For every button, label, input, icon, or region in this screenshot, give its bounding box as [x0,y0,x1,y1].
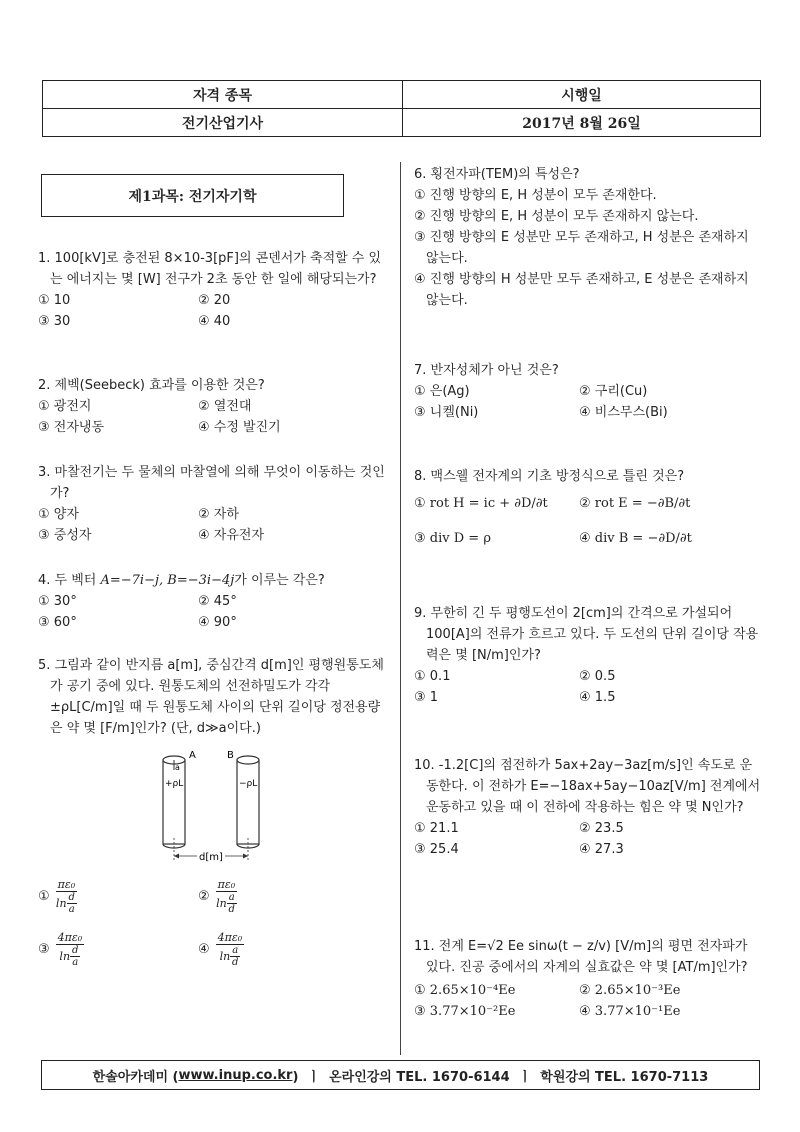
question-3 [38,462,386,546]
option-2[interactable]: ② 구리(Cu) [579,384,648,399]
option-3[interactable]: ③ 진행 방향의 E 성분만 모두 존재하고, H 성분은 존재하지 않는다. [414,230,749,266]
label-b-cyl: B [227,750,234,761]
option-3[interactable]: ③ 25.4 [414,842,459,857]
header-label-date: 시행일 [403,81,761,109]
question-5 [38,655,386,739]
numerator: πε₀ [57,878,76,891]
question-stem: 2. 제벡(Seebeck) 효과를 이용한 것은? [38,378,265,393]
options [414,381,764,423]
inner-den: d [228,904,235,915]
option-4[interactable]: ④ 비스무스(Bi) [579,405,668,420]
option-2[interactable] [198,878,358,915]
option-3[interactable] [38,931,198,968]
denominator [216,892,237,915]
options [38,396,386,438]
options [414,493,764,549]
option-1[interactable]: ① 2.65×10⁻⁴Ee [414,983,516,998]
ln-text: ln [219,950,231,963]
options [38,504,386,546]
inner-num: d [68,892,75,903]
option-2[interactable]: ② 0.5 [579,669,616,684]
label-positive-charge: +ρL [165,779,184,789]
option-2[interactable]: ② 열전대 [198,399,252,414]
question-stem: 9. 무한히 긴 두 평행도선이 2[cm]의 간격으로 가설되어 100[A]의 전류가 흐르고 있다. 두 도선의 단위 길이당 작용력은 몇 [N/m]인가? [414,606,759,663]
option-1[interactable] [38,878,198,915]
numerator: πε₀ [217,878,236,891]
label-negative-charge: −ρL [239,779,258,789]
options [414,666,764,708]
subject-title: 제1과목: 전기자기학 [41,174,344,217]
ln-text: ln [216,897,227,910]
option-2[interactable]: ② 20 [198,293,231,308]
option-2[interactable]: ② 자하 [198,507,239,522]
options [38,591,386,633]
footer-academy: 한솔아카데미 ( [92,1069,179,1085]
fraction [216,931,245,968]
option-4[interactable]: ④ 자유전자 [198,528,265,543]
option-3[interactable]: ③ 3.77×10⁻²Ee [414,1004,516,1019]
option-1[interactable]: ① 21.1 [414,821,459,836]
option-4[interactable]: ④ 수정 발진기 [198,420,281,435]
question-6 [414,164,764,311]
option-3[interactable]: ③ 중성자 [38,528,92,543]
option-1[interactable]: ① 은(Ag) [414,384,470,399]
option-1[interactable]: ① 10 [38,293,71,308]
question-stem [38,570,386,591]
options [414,980,764,1022]
question-2 [38,375,386,438]
question-stem: 3. 마찰전기는 두 물체의 마찰열에 의해 무엇이 이동하는 것인가? [38,465,385,501]
fraction [56,878,78,915]
option-1[interactable]: ① 30° [38,594,77,609]
option-1[interactable]: ① rot H = ic + ∂D/∂t [414,496,548,511]
header-label-category: 자격 종목 [43,81,403,109]
option-3[interactable]: ③ 니켈(Ni) [414,405,479,420]
option-2[interactable]: ② rot E = −∂B/∂t [579,496,691,511]
inner-den: a [72,957,79,968]
question-stem: 1. 100[kV]로 충전된 8×10-3[pF]의 콘덴서가 축적할 수 있는 에너지는 몇 [W] 전구가 2초 동안 한 일에 해당되는가? [38,251,382,287]
header-value-date: 2017년 8월 26일 [403,109,761,137]
option-1[interactable]: ① 광전지 [38,399,92,414]
option-4[interactable]: ④ div B = −∂D/∂t [579,531,692,546]
option-mark: ④ [198,942,210,957]
options [38,290,386,332]
denominator [59,945,80,968]
vector-a: A=−7i−j, [100,573,164,588]
option-3[interactable]: ③ div D = ρ [414,531,491,546]
option-2[interactable]: ② 23.5 [579,821,624,836]
footer-contact: ) ㅣ 온라인강의 TEL. 1670-6144 ㅣ 학원강의 TEL. 1670-7113 [292,1069,709,1085]
label-radius: a [175,763,180,772]
footer-website-link[interactable]: www.inup.co.kr [178,1067,293,1083]
question-9 [414,603,764,708]
question-4 [38,570,386,633]
option-3[interactable]: ③ 60° [38,615,77,630]
question-10 [414,755,764,860]
option-1[interactable]: ① 양자 [38,507,79,522]
numerator: 4πε₀ [217,931,243,944]
inner-num: a [228,892,235,903]
option-4[interactable]: ④ 진행 방향의 H 성분만 모두 존재하고, E 성분은 존재하지 않는다. [414,272,749,308]
column-divider [400,162,401,1055]
question-1 [38,248,386,332]
question-stem: 8. 맥스웰 전자계의 기초 방정식으로 틀린 것은? [414,469,685,484]
numerator: 4πε₀ [57,931,83,944]
option-2[interactable]: ② 2.65×10⁻³Ee [579,983,681,998]
option-1[interactable]: ① 0.1 [414,669,451,684]
inner-num: a [232,945,239,956]
stem-text: 가 이루는 각은? [234,573,325,588]
question-stem: 11. 전계 E=√2 Ee sinω(t − z/v) [V/m]의 평면 전자파가 있다. 진공 중에서의 자계의 실효값은 약 몇 [AT/m]인가? [414,939,748,975]
fraction [216,878,238,915]
header-table [42,80,761,137]
stem-text: 4. 두 벡터 [38,573,101,588]
denominator [220,945,241,968]
question-stem: 7. 반자성체가 아닌 것은? [414,363,559,378]
option-4[interactable]: ④ 1.5 [579,690,616,705]
option-4[interactable]: ④ 40 [198,314,231,329]
footer-bar [41,1060,760,1090]
option-1[interactable]: ① 진행 방향의 E, H 성분이 모두 존재한다. [414,188,657,203]
question-stem: 5. 그림과 같이 반지름 a[m], 중심간격 d[m]인 평행원통도체가 공기 중에 있다. 원통도체의 선전하밀도가 각각 ±ρL[C/m]일 때 두 원통도체 사이의 단위 길이당 정전용량은 약 몇 [F/m]인가? (단, d≫a이다.) [38,658,384,736]
label-distance: d[m] [199,852,223,863]
label-a-cyl: A [189,750,196,761]
ln-text: ln [55,897,67,910]
option-3[interactable]: ③ 30 [38,314,71,329]
ln-text: ln [59,950,71,963]
denominator [56,892,77,915]
option-2[interactable]: ② 45° [198,594,237,609]
option-4[interactable]: ④ 27.3 [579,842,624,857]
option-4[interactable] [198,931,358,968]
vector-b: B=−3i−4j [167,573,235,588]
question-7 [414,360,764,423]
option-3[interactable]: ③ 1 [414,690,439,705]
fraction [56,931,85,968]
parallel-cylinders-figure [143,748,283,866]
options [414,818,764,860]
option-mark: ③ [38,942,50,957]
option-4[interactable]: ④ 90° [198,615,237,630]
inner-num: d [72,945,79,956]
inner-den: a [68,904,75,915]
option-4[interactable]: ④ 3.77×10⁻¹Ee [579,1004,681,1019]
cylinder-a [163,760,185,844]
cylinder-b [237,760,259,844]
option-mark: ② [198,889,210,904]
question-stem: 6. 횡전자파(TEM)의 특성은? [414,167,580,182]
question-stem: 10. -1.2[C]의 점전하가 5ax+2ay−3az[m/s]인 속도로 운동한다. 이 전하가 E=−18ax+5ay−10az[V/m] 전계에서 운동하고 있을 때 이 전하에 작용하는 힘은 약 몇 N인가? [414,758,761,815]
question-8 [414,466,764,549]
inner-den: d [232,957,239,968]
option-3[interactable]: ③ 전자냉동 [38,420,105,435]
option-mark: ① [38,889,50,904]
question-5-options [38,878,386,968]
header-value-category: 전기산업기사 [43,109,403,137]
question-11 [414,936,764,1022]
option-2[interactable]: ② 진행 방향의 E, H 성분이 모두 존재하지 않는다. [414,209,699,224]
